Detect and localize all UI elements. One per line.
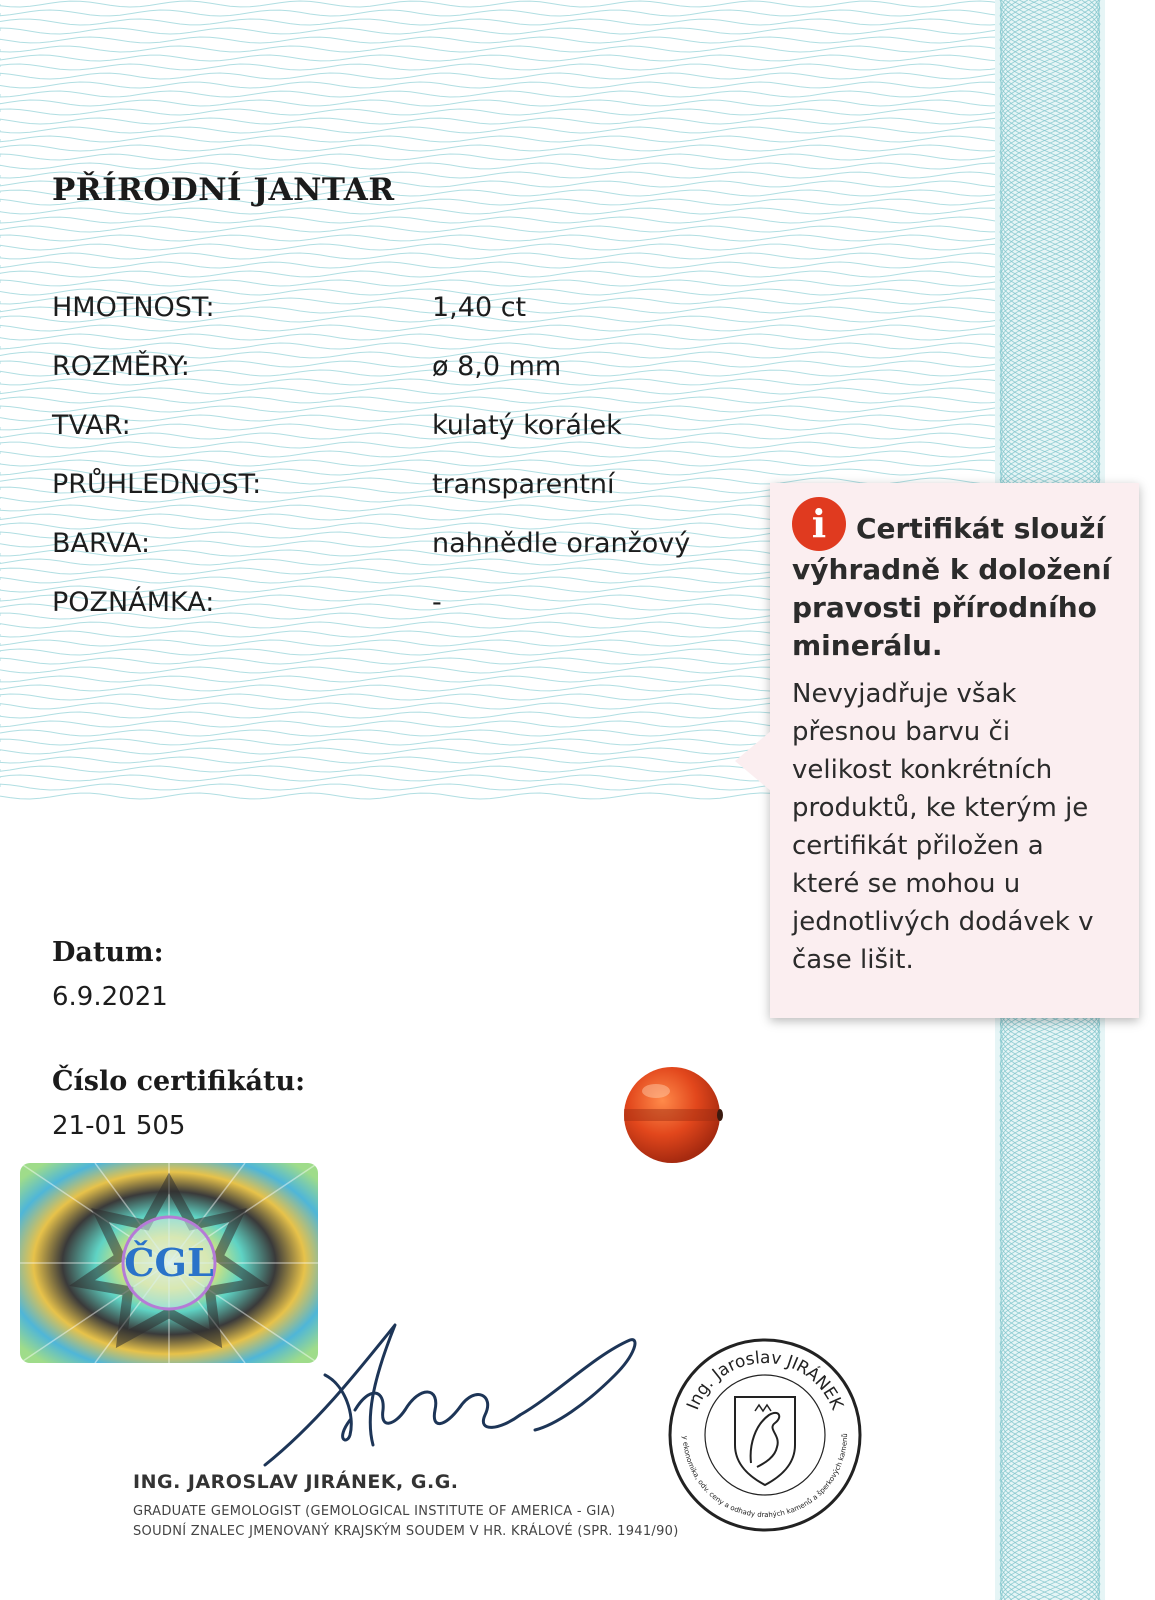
guilloche-line: [0, 217, 1000, 223]
guilloche-line: [0, 46, 1000, 52]
guilloche-line: [0, 100, 1000, 106]
guilloche-line: [0, 55, 1000, 61]
guilloche-line: [0, 64, 1000, 70]
spec-row: [52, 528, 752, 587]
guilloche-line: [0, 154, 1000, 160]
guilloche-line: [0, 1, 1000, 7]
certificate-number-value: 21-01 505: [52, 1111, 186, 1141]
guilloche-line: [0, 226, 1000, 232]
guilloche-line: [0, 136, 1000, 142]
signature: [255, 1315, 665, 1485]
spec-label: PRŮHLEDNOST:: [52, 469, 262, 500]
info-callout: [770, 483, 1139, 1018]
guilloche-line: [0, 73, 1000, 79]
spec-value: -: [432, 587, 442, 618]
spec-value: nahnědle oranžový: [432, 528, 691, 559]
spec-value: kulatý korálek: [432, 410, 622, 441]
signer-credential: GRADUATE GEMOLOGIST (GEMOLOGICAL INSTITUTE OF AMERICA - GIA): [133, 1504, 616, 1519]
date-value: 6.9.2021: [52, 982, 168, 1012]
date-field: [52, 937, 168, 1012]
guilloche-line: [0, 235, 1000, 241]
guilloche-line: [0, 145, 1000, 151]
callout-heading: [792, 501, 1117, 665]
guilloche-line: [0, 208, 1000, 214]
certificate-number-label: Číslo certifikátu:: [52, 1066, 306, 1097]
guilloche-line: [0, 280, 1000, 286]
callout-heading-text: Certifikát slouží výhradně k doložení pravosti přírodního minerálu.: [792, 512, 1112, 662]
guilloche-line: [0, 262, 1000, 268]
official-stamp: [665, 1335, 865, 1535]
spec-row: [52, 410, 752, 469]
guilloche-line: [0, 244, 1000, 250]
spec-row: [52, 587, 752, 646]
certificate-number-field: [52, 1066, 305, 1141]
guilloche-line: [0, 127, 1000, 133]
guilloche-line: [0, 37, 1000, 43]
spec-row: [52, 469, 752, 528]
spec-value: 1,40 ct: [432, 292, 527, 323]
guilloche-line: [0, 253, 1000, 259]
guilloche-line: [0, 271, 1000, 277]
guilloche-line: [0, 82, 1000, 88]
spec-label: POZNÁMKA:: [52, 587, 215, 618]
spec-value: transparentní: [432, 469, 615, 500]
signer-name: ING. JAROSLAV JIRÁNEK, G.G.: [133, 1471, 459, 1493]
spec-label: BARVA:: [52, 528, 151, 559]
guilloche-line: [0, 19, 1000, 25]
hologram-logo-text: ČGL: [124, 1240, 214, 1285]
callout-body: Nevyjadřuje však přesnou barvu či velikost konkrétních produktů, ke kterým je certifikát přiložen a které se mohou u jednotlivých dodávek v čase lišit.: [792, 679, 1094, 975]
guilloche-line: [0, 109, 1000, 115]
amber-bead-image: [620, 1063, 724, 1167]
callout-pointer: [735, 731, 771, 791]
spec-label: ROZMĚRY:: [52, 351, 190, 382]
spec-row: [52, 351, 752, 410]
seal-outer-text: Ing. Jaroslav JIRÁNEK: [683, 1347, 847, 1413]
spec-label: HMOTNOST:: [52, 292, 215, 323]
spec-row: [52, 292, 752, 351]
spec-value: ø 8,0 mm: [432, 351, 562, 382]
date-label: Datum:: [52, 937, 164, 968]
certificate-title: PŘÍRODNÍ JANTAR: [52, 172, 395, 208]
guilloche-line: [0, 91, 1000, 97]
guilloche-line: [0, 10, 1000, 16]
info-icon: i: [792, 497, 846, 551]
seal-inner-text: y ekonomika, odv. ceny a odhady drahých kamenů a šperkových kamenů: [680, 1433, 850, 1520]
guilloche-line: [0, 118, 1000, 124]
signer-appointment: SOUDNÍ ZNALEC JMENOVANÝ KRAJSKÝM SOUDEM V HR. KRÁLOVÉ (SPR. 1941/90): [133, 1524, 679, 1539]
guilloche-line: [0, 163, 1000, 169]
guilloche-line: [0, 28, 1000, 34]
spec-label: TVAR:: [52, 410, 131, 441]
specs-table: [52, 292, 752, 646]
